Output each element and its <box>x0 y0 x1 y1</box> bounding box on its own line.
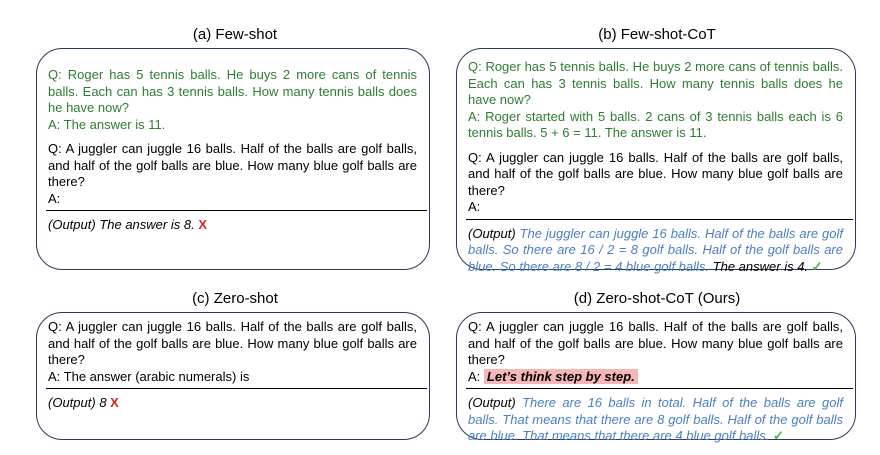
panel-b-output-reasoning: The juggler can juggle 16 balls. Half of the balls are golf balls. So there are 16 / 2 = 8 golf balls. Half of the golf balls are blue. So there are 8 / 2 = 4 blue golf balls. <box>468 225 843 274</box>
panel-c-separator <box>46 388 427 389</box>
panel-a-example-answer: A: The answer is 11. <box>48 116 166 132</box>
check-mark-icon: ✓ <box>811 258 823 274</box>
panel-b-output <box>468 226 843 276</box>
panel-a-answer-prompt: A: <box>48 190 61 206</box>
panel-a-output <box>48 217 417 234</box>
panel-c-output-label: (Output) <box>48 395 96 410</box>
panel-a-separator <box>46 210 427 211</box>
check-mark-icon: ✓ <box>772 428 784 443</box>
panel-d-answer-prompt <box>468 369 843 386</box>
panel-a-title: (a) Few-shot <box>192 26 278 43</box>
panel-d-box <box>456 312 856 443</box>
wrong-mark-icon: X <box>110 395 119 410</box>
panel-a-box <box>36 48 430 270</box>
panel-c-question: Q: A juggler can juggle 16 balls. Half of the balls are golf balls, and half of the golf balls are blue. How many blue golf balls are there? <box>48 319 417 367</box>
panel-b-answer-prompt: A: <box>468 199 481 214</box>
panel-d-output-label: (Output) <box>468 395 516 410</box>
panel-a-output-text: The answer is 8. <box>99 217 195 232</box>
panel-b-example-question: Q: Roger has 5 tennis balls. He buys 2 more cans of tennis balls. Each can has 3 tennis balls. How many tennis balls does he have now? <box>468 59 843 107</box>
panel-b-separator <box>466 219 853 220</box>
panel-d-trigger-highlight: Let’s think step by step. <box>484 369 638 384</box>
panel-c-answer-prompt: A: The answer (arabic numerals) is <box>48 368 250 384</box>
panel-c-box <box>36 312 430 440</box>
panel-c-title: (c) Zero-shot <box>192 290 278 307</box>
panel-b-output-answer: The answer is 4. <box>712 258 809 274</box>
panel-a-output-label: (Output) <box>48 217 96 232</box>
panel-b-title: (b) Few-shot-CoT <box>598 26 716 43</box>
panel-b-example-answer: A: Roger started with 5 balls. 2 cans of 3 tennis balls each is 6 tennis balls. 5 + 6 = 11. The answer is 11. <box>468 108 843 140</box>
panel-c-output <box>48 395 417 412</box>
panel-b-question: Q: A juggler can juggle 16 balls. Half of the balls are golf balls, and half of the golf balls are blue. How many blue golf balls are there? <box>468 149 843 198</box>
wrong-mark-icon: X <box>198 217 207 232</box>
panel-d-question: Q: A juggler can juggle 16 balls. Half of the balls are golf balls, and half of the golf balls are blue. How many blue golf balls are there? <box>468 319 843 367</box>
panel-b-box <box>456 48 856 274</box>
panel-d-separator <box>466 388 853 389</box>
panel-d-title: (d) Zero-shot-CoT (Ours) <box>573 290 741 307</box>
panel-c-output-text: 8 <box>99 395 107 410</box>
panel-b-output-label: (Output) <box>468 225 516 241</box>
panel-d-output-reasoning: There are 16 balls in total. Half of the balls are golf balls. That means that there are 8 golf balls. Half of the golf balls are blue. That means that there are 4 blue golf balls. <box>468 395 843 443</box>
panel-a-example-question: Q: Roger has 5 tennis balls. He buys 2 more cans of tennis balls. Each can has 3 tennis balls. How many tennis balls does he have now? <box>48 67 417 115</box>
panel-a-question: Q: A juggler can juggle 16 balls. Half of the balls are golf balls, and half of the golf balls are blue. How many blue golf balls are there? <box>48 141 417 189</box>
panel-d-output <box>468 395 843 445</box>
panel-d-answer-prefix: A: <box>468 368 481 384</box>
